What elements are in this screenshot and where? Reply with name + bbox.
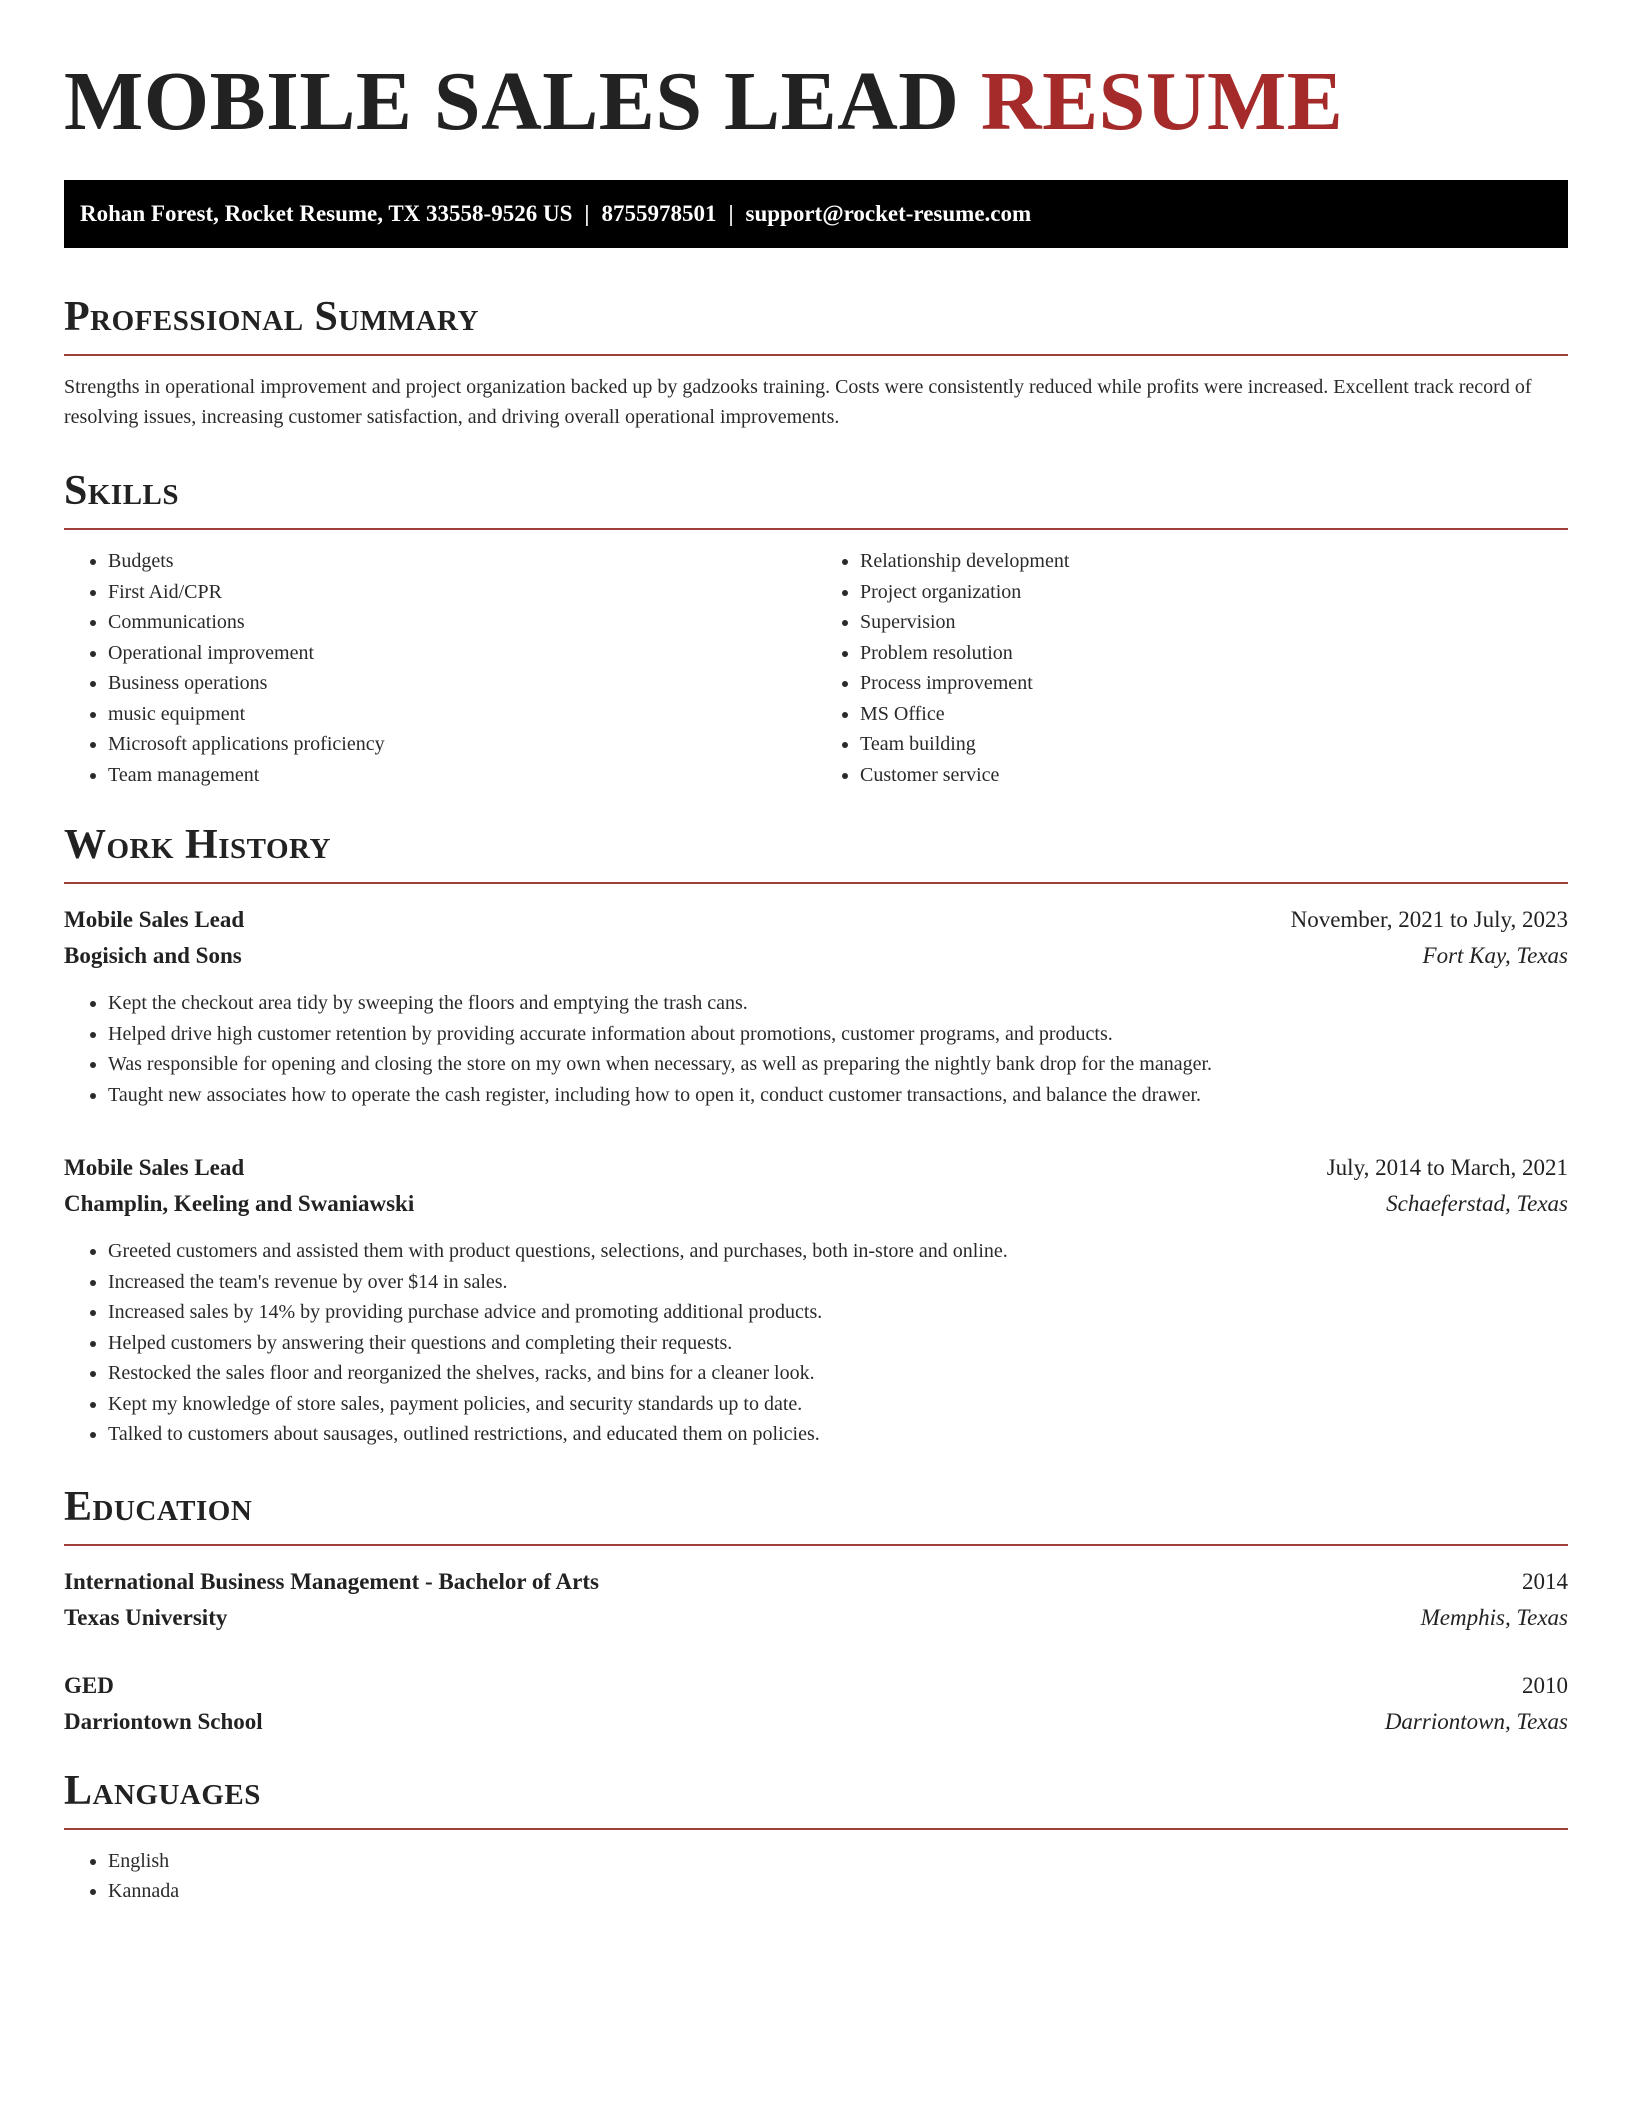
work-heading: Work History — [64, 822, 331, 868]
skills-columns — [64, 546, 1568, 790]
title-accent: RESUME — [980, 55, 1344, 148]
skill-item: • MS Office — [860, 699, 1568, 730]
education-location: Memphis, Texas — [1420, 1604, 1568, 1630]
skills-list-right — [816, 546, 1568, 790]
job-dates: July, 2014 to March, 2021 — [1326, 1155, 1568, 1180]
section-divider — [64, 528, 1568, 530]
job-bullet: • Increased the team's revenue by over $14 in sales. — [108, 1267, 1568, 1298]
job-company: Bogisich and Sons — [64, 943, 242, 968]
skill-item: • Budgets — [108, 546, 816, 577]
education-heading: Education — [64, 1483, 253, 1530]
job-location: Schaeferstad, Texas — [1386, 1191, 1568, 1216]
education-section — [64, 1482, 1568, 1740]
contact-bar — [64, 180, 1568, 248]
skill-item: • Relationship development — [860, 546, 1568, 577]
job-location: Fort Kay, Texas — [1422, 943, 1568, 968]
contact-email[interactable]: support@rocket-resume.com — [745, 201, 1032, 226]
job-bullet: • Restocked the sales floor and reorganized the shelves, racks, and bins for a cleaner look. — [108, 1358, 1568, 1389]
work-section — [64, 820, 1568, 1450]
job-bullet: • Kept the checkout area tidy by sweeping the floors and emptying the trash cans. — [108, 988, 1568, 1019]
skill-item: • Supervision — [860, 607, 1568, 638]
skill-item: • Operational improvement — [108, 638, 816, 669]
contact-separator: | — [728, 201, 734, 226]
language-item: • Kannada — [108, 1876, 1568, 1907]
summary-section — [64, 292, 1568, 432]
job-bullets — [64, 988, 1568, 1110]
skill-item: • Team management — [108, 760, 816, 791]
education-year: 2010 — [1522, 1672, 1568, 1698]
job-header-row — [64, 1150, 1568, 1186]
skills-heading: Skills — [64, 468, 180, 514]
skill-item: • Team building — [860, 729, 1568, 760]
contact-phone: 8755978501 — [601, 201, 717, 226]
job-title: Mobile Sales Lead — [64, 1155, 245, 1180]
skill-item: • Project organization — [860, 577, 1568, 608]
skill-item: • Communications — [108, 607, 816, 638]
section-divider — [64, 1544, 1568, 1546]
education-degree: GED — [64, 1672, 114, 1698]
resume-title — [64, 56, 1568, 148]
job-bullet: • Increased sales by 14% by providing purchase advice and promoting additional products. — [108, 1297, 1568, 1328]
job-bullets — [64, 1236, 1568, 1450]
skill-item: • Problem resolution — [860, 638, 1568, 669]
job-bullet: • Taught new associates how to operate the cash register, including how to open it, conduct customer transactions, and balance the drawer. — [108, 1080, 1568, 1111]
job-bullet: • Greeted customers and assisted them with product questions, selections, and purchases, both in-store and online. — [108, 1236, 1568, 1267]
education-school-row — [64, 1600, 1568, 1636]
summary-heading: Professional Summary — [64, 294, 479, 340]
job-company-row — [64, 1186, 1568, 1222]
job-company-row — [64, 938, 1568, 974]
contact-separator: | — [584, 201, 590, 226]
contact-address: Rohan Forest, Rocket Resume, TX 33558-9526 US — [80, 201, 573, 226]
job-header-row — [64, 902, 1568, 938]
skills-list-left — [64, 546, 816, 790]
skill-item: • music equipment — [108, 699, 816, 730]
education-entry — [64, 1668, 1568, 1740]
skill-item: • Microsoft applications proficiency — [108, 729, 816, 760]
job-entry — [64, 1150, 1568, 1450]
education-degree-row — [64, 1668, 1568, 1704]
job-dates: November, 2021 to July, 2023 — [1290, 907, 1568, 932]
education-degree-row — [64, 1564, 1568, 1600]
education-school: Darriontown School — [64, 1708, 263, 1734]
education-school-row — [64, 1704, 1568, 1740]
job-bullet: • Kept my knowledge of store sales, payment policies, and security standards up to date. — [108, 1389, 1568, 1420]
job-bullet: • Helped customers by answering their questions and completing their requests. — [108, 1328, 1568, 1359]
education-entry — [64, 1564, 1568, 1636]
skill-item: • Process improvement — [860, 668, 1568, 699]
education-location: Darriontown, Texas — [1384, 1708, 1568, 1734]
job-bullet: • Helped drive high customer retention by providing accurate information about promotions, customer programs, and products. — [108, 1019, 1568, 1050]
education-year: 2014 — [1522, 1568, 1568, 1594]
skill-item: • Business operations — [108, 668, 816, 699]
languages-list — [64, 1846, 1568, 1907]
section-divider — [64, 354, 1568, 356]
summary-text: Strengths in operational improvement and project organization backed up by gadzooks training. Costs were consistently reduced while profits were increased. Excellent track record of resolving issues, increasing customer satisfaction, and driving overall operational improvements. — [64, 376, 1532, 428]
education-degree: International Business Management - Bachelor of Arts — [64, 1568, 599, 1594]
job-title: Mobile Sales Lead — [64, 907, 245, 932]
skill-item: • First Aid/CPR — [108, 577, 816, 608]
job-company: Champlin, Keeling and Swaniawski — [64, 1191, 415, 1216]
job-bullet: • Was responsible for opening and closing the store on my own when necessary, as well as preparing the nightly bank drop for the manager. — [108, 1049, 1568, 1080]
language-item: • English — [108, 1846, 1568, 1877]
title-main: MOBILE SALES LEAD — [64, 55, 960, 148]
education-school: Texas University — [64, 1604, 228, 1630]
job-entry — [64, 902, 1568, 1110]
job-bullet: • Talked to customers about sausages, outlined restrictions, and educated them on policies. — [108, 1419, 1568, 1450]
skills-section — [64, 466, 1568, 790]
languages-heading: Languages — [64, 1767, 261, 1814]
section-divider — [64, 882, 1568, 884]
languages-section — [64, 1766, 1568, 1907]
section-divider — [64, 1828, 1568, 1830]
skill-item: • Customer service — [860, 760, 1568, 791]
